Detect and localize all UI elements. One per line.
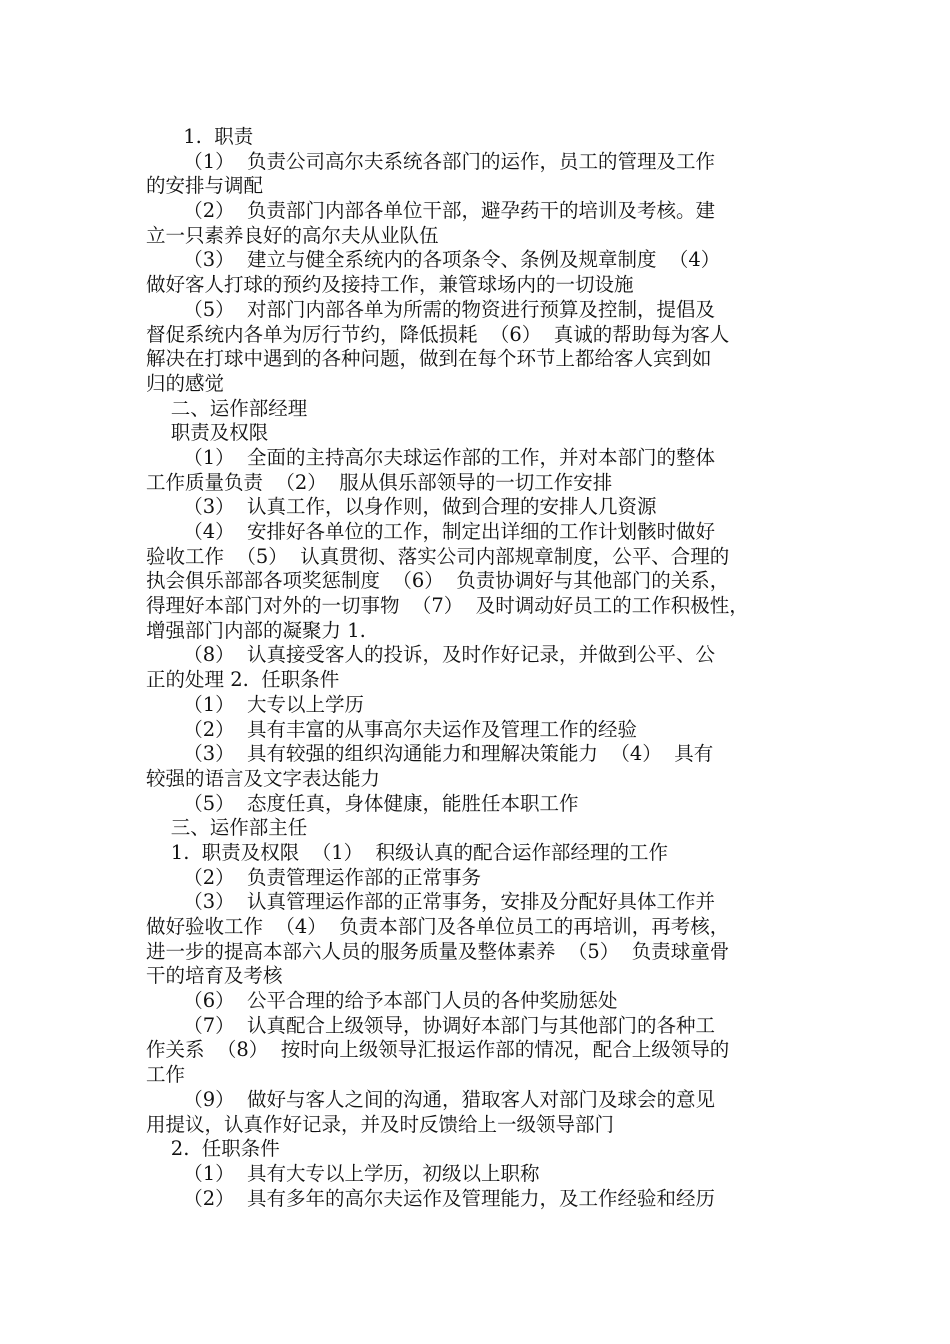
text-line: 的安排与调配 — [146, 174, 264, 198]
text-line: 增强部门内部的凝聚力 1. — [146, 618, 366, 642]
text-line: （3） 认真工作，以身作则，做到合理的安排人几资源 — [146, 495, 657, 519]
text-line: （2） 负责部门内部各单位干部，避孕药干的培训及考核。建 — [146, 199, 715, 223]
text-line: 作关系 （8） 按时向上级领导汇报运作部的情况，配合上级领导的 — [146, 1038, 730, 1062]
text-line: （9） 做好与客人之间的沟通，猎取客人对部门及球会的意见 — [146, 1087, 715, 1111]
text-line: 归的感觉 — [146, 371, 225, 395]
document-body — [146, 125, 818, 1211]
text-line: 2. 任职条件 — [146, 1137, 280, 1161]
text-line: 用提议，认真作好记录，并及时反馈给上一级领导部门 — [146, 1112, 615, 1136]
text-line: （1） 全面的主持高尔夫球运作部的工作，并对本部门的整体 — [146, 445, 715, 469]
text-line: （5） 对部门内部各单为所需的物资进行预算及控制，提倡及 — [146, 297, 715, 321]
text-line: （1） 具有大专以上学历，初级以上职称 — [146, 1161, 540, 1185]
text-line: （2） 负责管理运作部的正常事务 — [146, 865, 481, 889]
text-line: （5） 态度任真，身体健康，能胜任本职工作 — [146, 791, 579, 815]
text-line: 得理好本部门对外的一切事物 （7） 及时调动好员工的工作积极性， — [146, 594, 749, 618]
text-line: （3） 建立与健全系统内的各项条令、条例及规章制度 （4） — [146, 248, 721, 272]
text-line: 较强的语言及文字表达能力 — [146, 766, 381, 790]
text-line: （8） 认真接受客人的投诉，及时作好记录，并做到公平、公 — [146, 643, 715, 667]
text-line: （4） 安排好各单位的工作，制定出详细的工作计划骸时做好 — [146, 520, 715, 543]
text-line: 工作质量负责 （2） 服从俱乐部领导的一切工作安排 — [146, 470, 613, 494]
text-line: 做好验收工作 （4） 负责本部门及各单位员工的再培训，再考核， — [146, 915, 730, 938]
text-line: （3） 具有较强的组织沟通能力和理解决策能力 （4） 具有 — [146, 742, 714, 766]
text-line: （6） 公平合理的给予本部门人员的各仲奖励惩处 — [146, 989, 618, 1013]
text-line: 进一步的提高本部六人员的服务质量及整体素养 （5） 负责球童骨 — [146, 939, 730, 963]
text-line: （7） 认真配合上级领导，协调好本部门与其他部门的各种工 — [146, 1013, 715, 1037]
text-line: 二、运作部经理 — [146, 396, 308, 420]
text-line: 1. 职责 — [146, 125, 254, 148]
text-line: （1） 负责公司高尔夫系统各部门的运作，员工的管理及工作 — [146, 149, 715, 173]
text-line: 正的处理 2. 任职条件 — [146, 668, 340, 692]
text-line: 执会俱乐部部各项奖惩制度 （6） 负责协调好与其他部门的关系， — [146, 569, 730, 593]
text-line: 立一只素养良好的高尔夫从业队伍 — [146, 223, 439, 247]
text-line: 三、运作部主任 — [146, 816, 308, 840]
text-line: 解决在打球中遇到的各种问题，做到在每个环节上都给客人宾到如 — [146, 347, 712, 371]
text-line: 工作 — [146, 1063, 186, 1087]
text-line: （3） 认真管理运作部的正常事务，安排及分配好具体工作并 — [146, 890, 715, 914]
text-line: （1） 大专以上学历 — [146, 692, 364, 716]
text-line: 1. 职责及权限 （1） 积级认真的配合运作部经理的工作 — [146, 840, 668, 864]
text-line: 督促系统内各单为厉行节约，降低损耗 （6） 真诚的帮助每为客人 — [146, 322, 730, 346]
text-line: （2） 具有丰富的从事高尔夫运作及管理工作的经验 — [146, 717, 637, 741]
text-line: 职责及权限 — [146, 421, 269, 445]
text-line: （2） 具有多年的高尔夫运作及管理能力，及工作经验和经历 — [146, 1186, 715, 1210]
text-line: 验收工作 （5） 认真贯彻、落实公司内部规章制度，公平、合理的 — [146, 544, 730, 568]
text-line: 干的培育及考核 — [146, 964, 283, 988]
text-line: 做好客人打球的预约及接持工作，兼管球场内的一切设施 — [146, 273, 634, 297]
